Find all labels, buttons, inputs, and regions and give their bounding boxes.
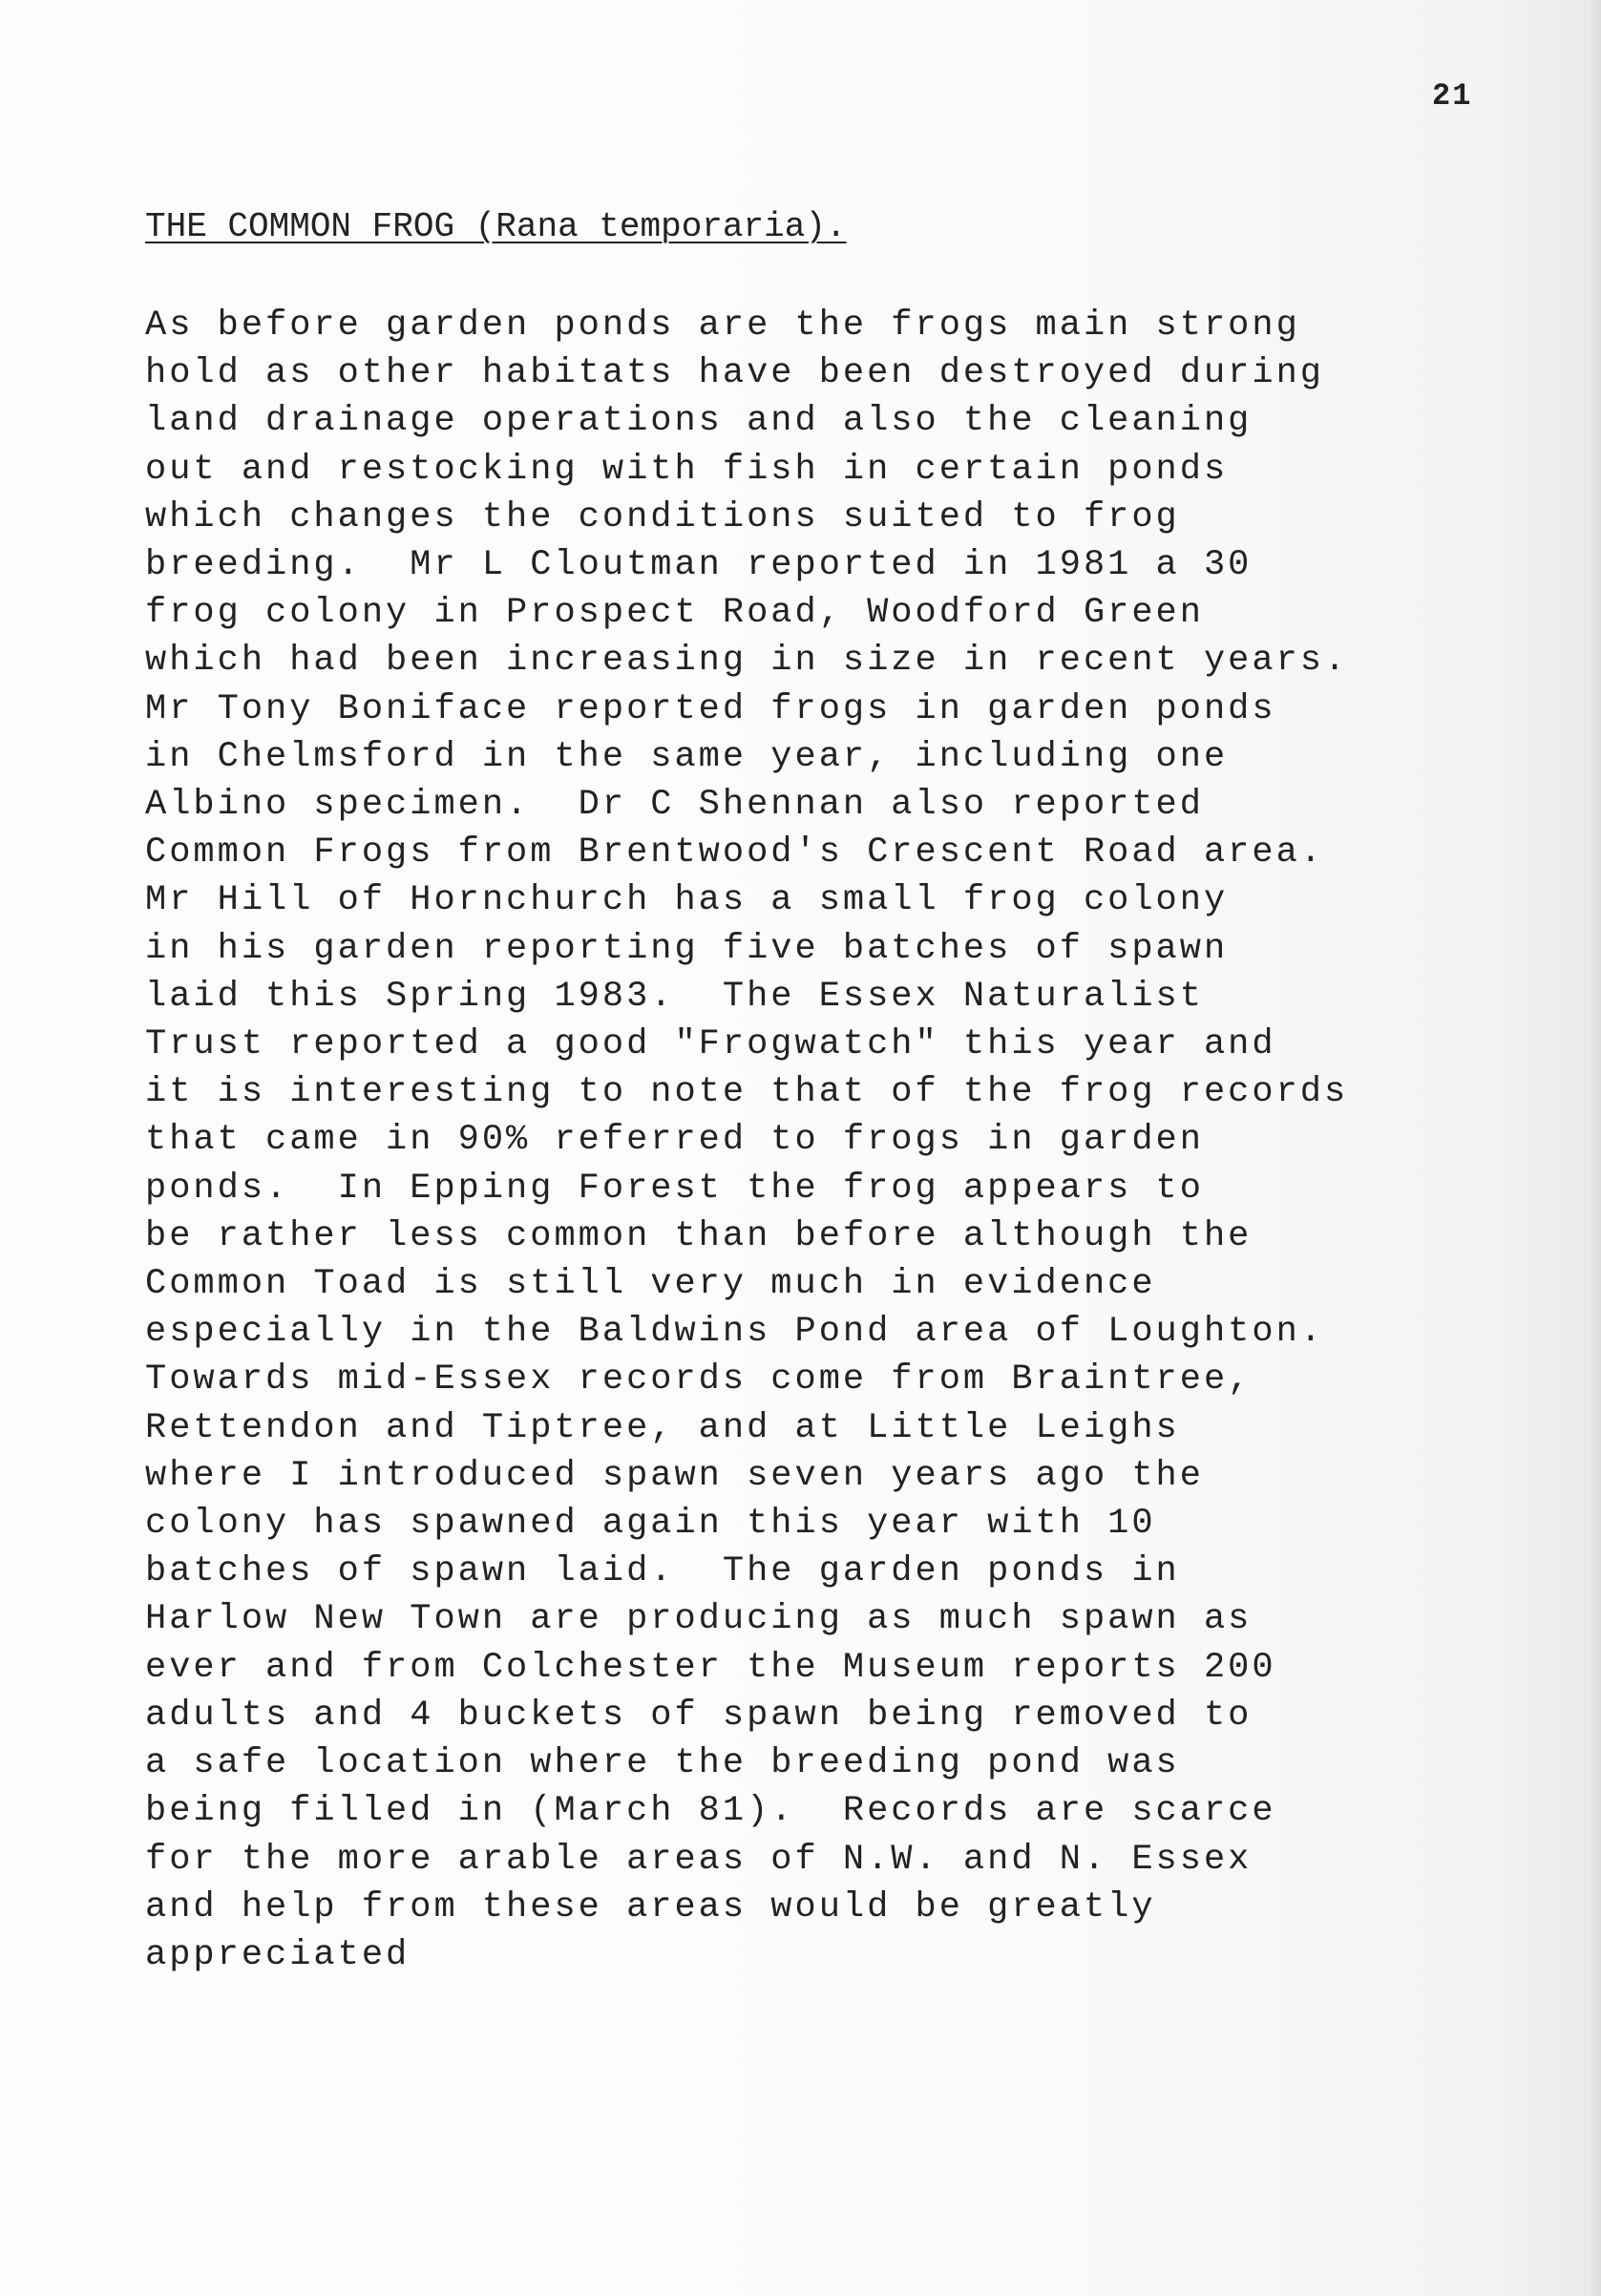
- text-line: land drainage operations and also the cleaning: [145, 401, 1253, 442]
- text-line: hold as other habitats have been destroyed during: [145, 353, 1324, 394]
- text-line: in his garden reporting five batches of spawn: [145, 928, 1229, 969]
- text-line: and help from these areas would be greatly: [145, 1886, 1156, 1927]
- text-line: ponds. In Epping Forest the frog appears to: [145, 1168, 1204, 1209]
- text-line: it is interesting to note that of the frog records: [145, 1072, 1349, 1113]
- text-line: Albino specimen. Dr C Shennan also reported: [145, 785, 1204, 826]
- body-paragraph: [145, 302, 1577, 1979]
- text-line: Harlow New Town are producing as much spawn as: [145, 1599, 1253, 1640]
- text-line: breeding. Mr L Cloutman reported in 1981 a 30: [145, 545, 1253, 586]
- text-line: a safe location where the breeding pond was: [145, 1743, 1180, 1784]
- text-line: Rettendon and Tiptree, and at Little Leighs: [145, 1407, 1180, 1448]
- text-line: where I introduced spawn seven years ago the: [145, 1455, 1204, 1496]
- text-line: laid this Spring 1983. The Essex Naturalist: [145, 976, 1204, 1017]
- text-line: Towards mid-Essex records come from Braintree,: [145, 1359, 1253, 1401]
- text-line: being filled in (March 81). Records are scarce: [145, 1791, 1276, 1832]
- text-line: batches of spawn laid. The garden ponds in: [145, 1551, 1180, 1592]
- text-line: especially in the Baldwins Pond area of Loughton.: [145, 1312, 1324, 1353]
- text-line: frog colony in Prospect Road, Woodford Green: [145, 593, 1204, 634]
- text-line: Common Frogs from Brentwood's Crescent Road area.: [145, 832, 1324, 874]
- text-line: that came in 90% referred to frogs in garden: [145, 1120, 1204, 1161]
- text-line: Common Toad is still very much in evidence: [145, 1264, 1156, 1305]
- text-line: Mr Hill of Hornchurch has a small frog colony: [145, 880, 1229, 921]
- text-line: Mr Tony Boniface reported frogs in garden ponds: [145, 688, 1276, 729]
- text-line: adults and 4 buckets of spawn being removed to: [145, 1695, 1253, 1736]
- text-line: for the more arable areas of N.W. and N. Essex: [145, 1839, 1253, 1880]
- text-line: colony has spawned again this year with 10: [145, 1504, 1156, 1545]
- text-line: Trust reported a good "Frogwatch" this year and: [145, 1024, 1276, 1065]
- text-line: As before garden ponds are the frogs main strong: [145, 305, 1300, 346]
- text-line: which had been increasing in size in recent years.: [145, 641, 1349, 682]
- text-line: out and restocking with fish in certain ponds: [145, 449, 1229, 490]
- text-line: ever and from Colchester the Museum reports 200: [145, 1647, 1276, 1688]
- text-line: which changes the conditions suited to frog: [145, 496, 1180, 537]
- text-line: in Chelmsford in the same year, including one: [145, 736, 1229, 777]
- page-number: 21: [1432, 78, 1473, 114]
- text-line: appreciated: [145, 1934, 411, 1975]
- text-line: be rather less common than before although the: [145, 1215, 1253, 1256]
- page-edge-shadow: [1588, 0, 1601, 2296]
- section-heading: THE COMMON FROG (Rana temporaria).: [145, 207, 847, 246]
